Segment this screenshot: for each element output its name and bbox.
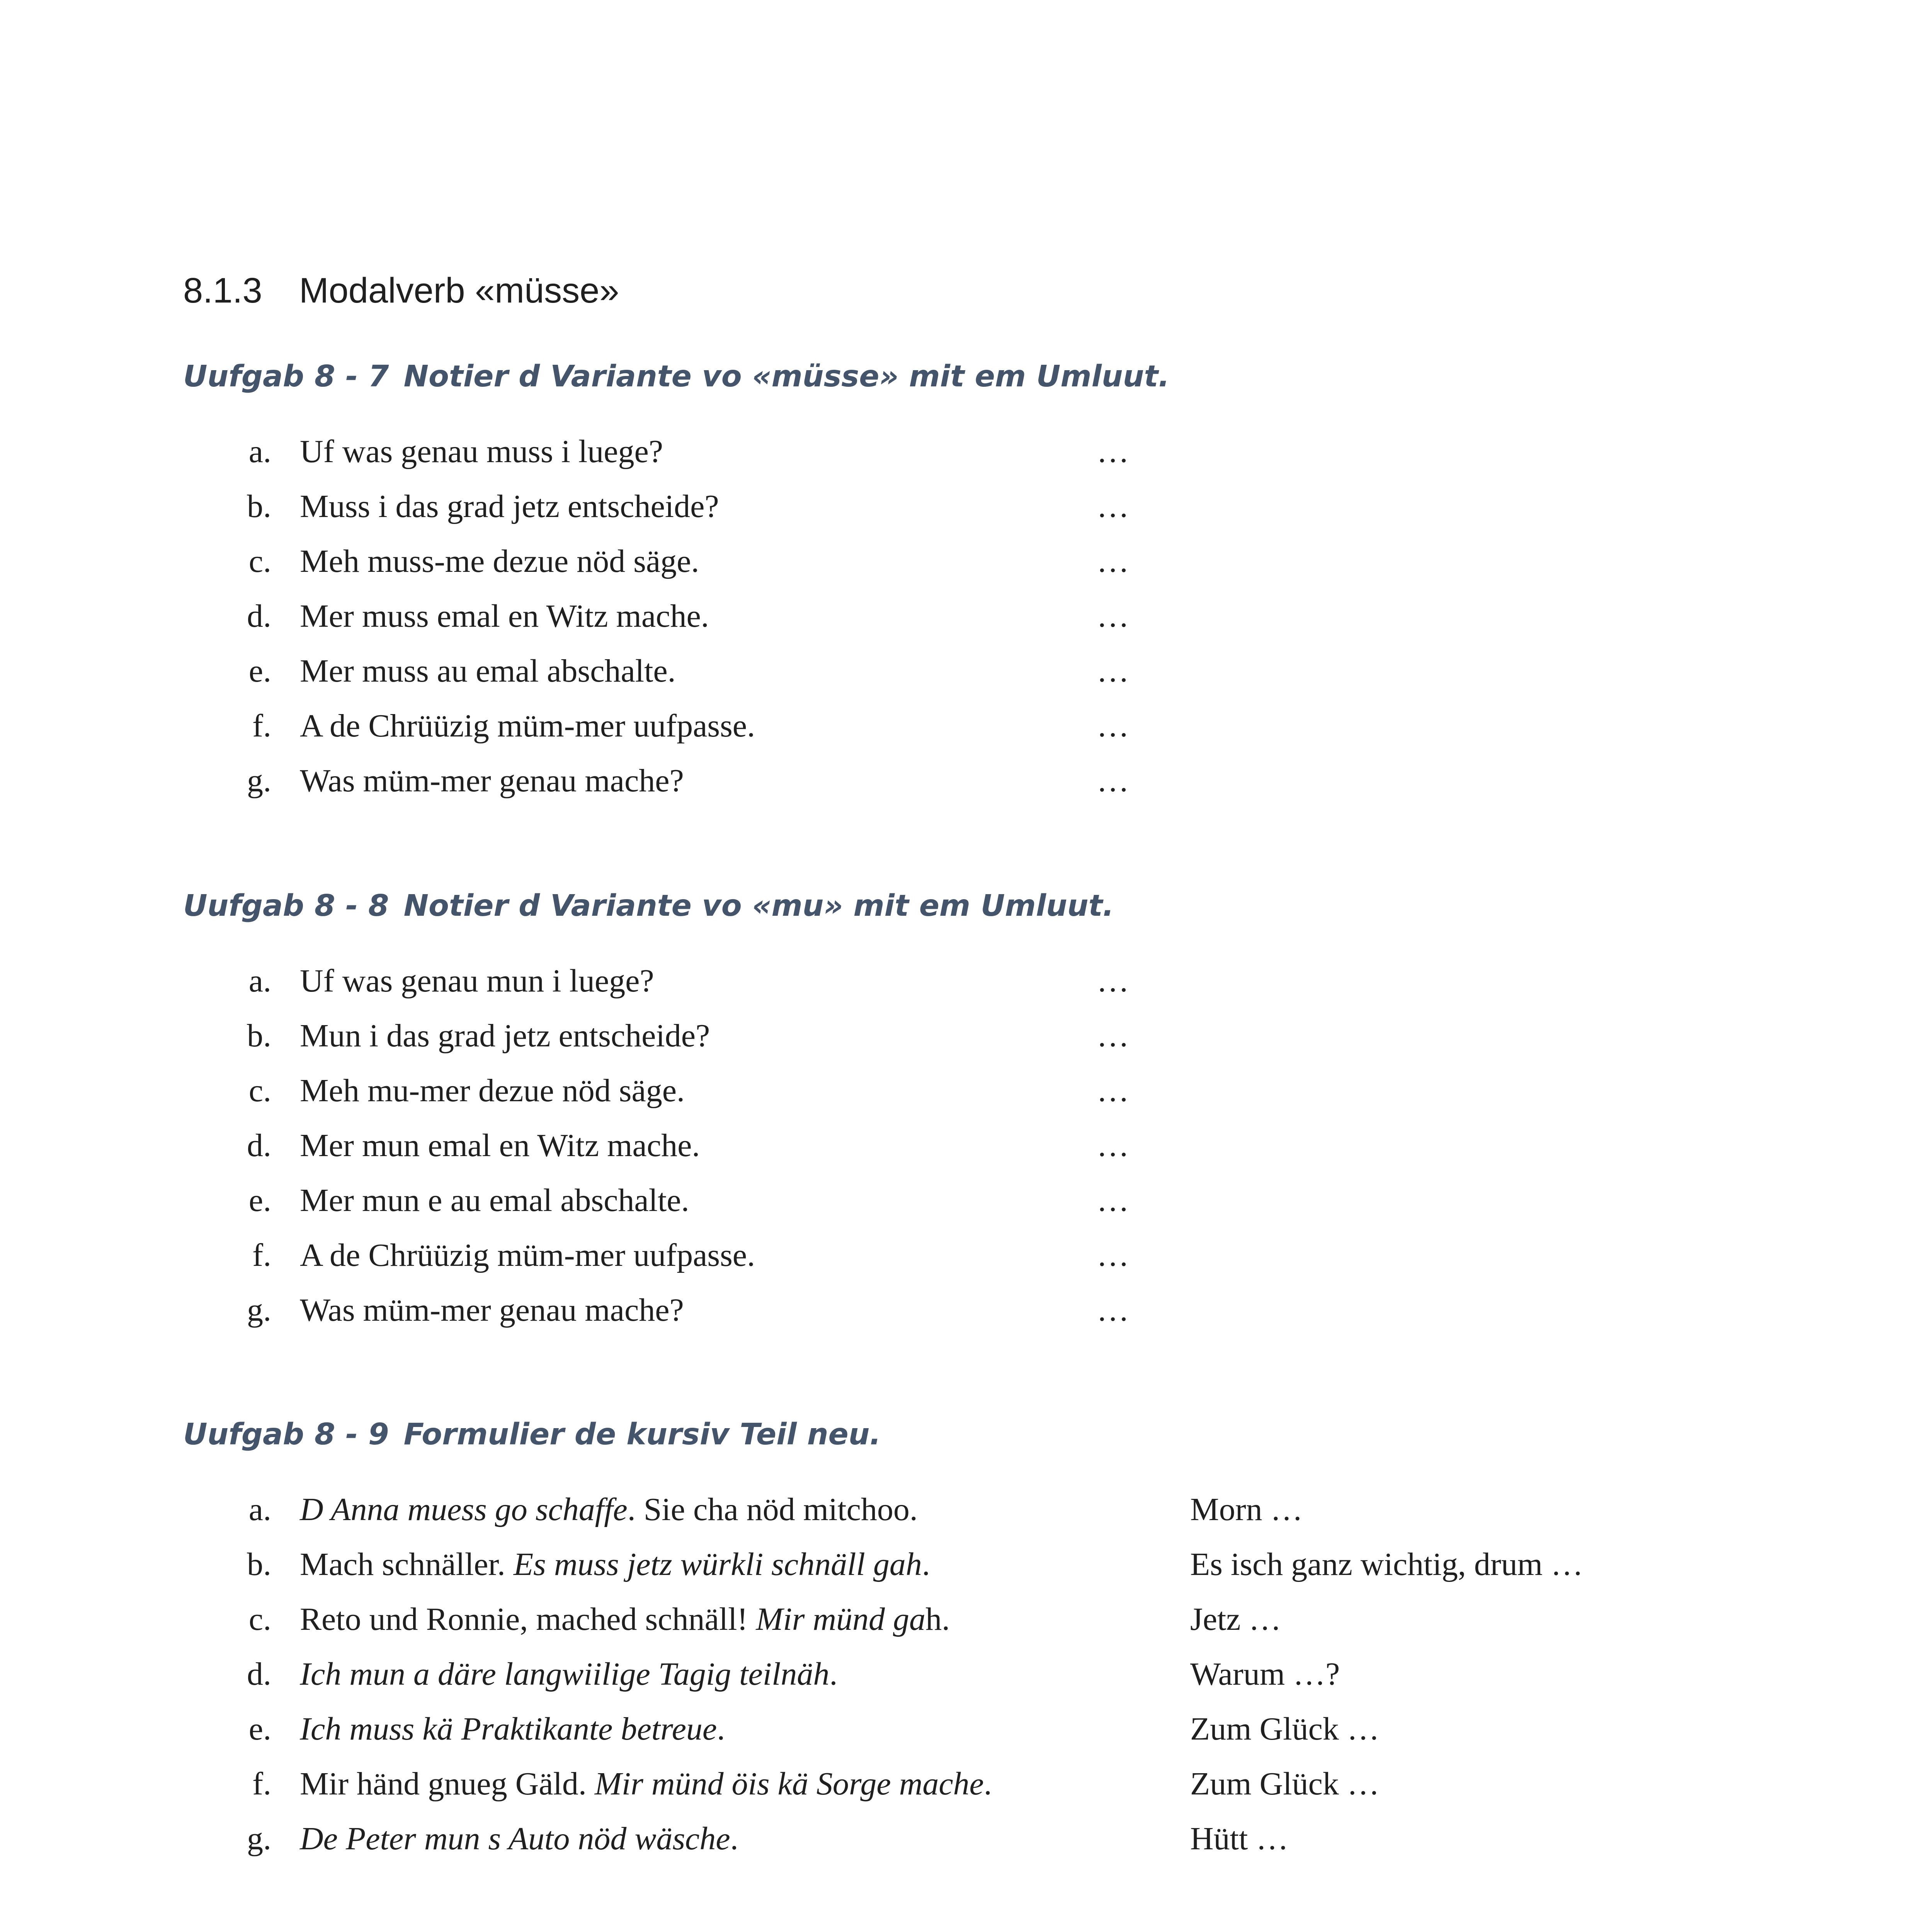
item-sentence: Mer mun e au emal abschalte. (300, 1182, 689, 1218)
plain-part: . (829, 1656, 838, 1692)
item-letter: g. (247, 763, 271, 799)
answer-placeholder: … (1097, 1292, 1129, 1328)
section-title: Modalverb «müsse» (299, 271, 619, 310)
item-sentence: Mer muss au emal abschalte. (300, 653, 676, 689)
plain-part: Mir händ gnueg Gäld. (300, 1766, 595, 1802)
item-sentence (300, 1546, 930, 1583)
item-sentence (300, 1655, 837, 1693)
plain-part: h. (925, 1601, 950, 1637)
italic-part: De Peter mun s Auto nöd wäsche (300, 1821, 730, 1857)
answer-placeholder: … (1097, 598, 1129, 634)
item-letter: f. (252, 1237, 271, 1273)
item-letter: e. (248, 1711, 271, 1747)
italic-part: D Anna muess go schaffe (300, 1492, 628, 1527)
answer-placeholder: … (1097, 763, 1129, 799)
italic-part: Mir münd öis kä Sorge mache (594, 1766, 984, 1802)
item-letter: f. (252, 708, 271, 744)
answer-placeholder: … (1097, 543, 1129, 579)
task-7-heading (183, 359, 1170, 394)
item-sentence: Mer mun emal en Witz mache. (300, 1128, 700, 1163)
item-letter: e. (248, 653, 271, 689)
plain-part: . (922, 1546, 930, 1582)
plain-part: . Sie cha nöd mitchoo. (627, 1492, 918, 1527)
answer-placeholder: … (1097, 708, 1129, 744)
item-letter: a. (248, 1492, 271, 1527)
item-letter: a. (248, 434, 271, 469)
answer-placeholder: … (1097, 1182, 1129, 1218)
item-sentence (300, 1491, 918, 1528)
item-letter: g. (247, 1821, 271, 1857)
item-sentence: A de Chrüüzig müm-mer uufpasse. (300, 1237, 755, 1273)
plain-part: . (730, 1821, 738, 1857)
item-letter: d. (247, 1656, 271, 1692)
item-letter: d. (247, 598, 271, 634)
item-letter: b. (247, 488, 271, 524)
answer-placeholder: … (1097, 1073, 1129, 1109)
item-letter: c. (248, 1601, 271, 1637)
answer-prompt: Warum …? (1190, 1656, 1340, 1692)
italic-part: Es muss jetz würkli schnäll gah (513, 1546, 922, 1582)
item-letter: a. (248, 963, 271, 999)
item-sentence (300, 1710, 725, 1748)
section-heading (183, 270, 619, 311)
italic-part: Ich muss kä Praktikante betreue (300, 1711, 717, 1747)
item-sentence: Mer muss emal en Witz mache. (300, 598, 709, 634)
task-7-label: Uufgab 8 - 7 (183, 359, 389, 394)
plain-part: Mach schnäller. (300, 1546, 514, 1582)
answer-prompt: Hütt … (1190, 1821, 1289, 1857)
item-sentence: Uf was genau muss i luege? (300, 434, 663, 469)
answer-placeholder: … (1097, 1018, 1129, 1054)
item-sentence: Was müm-mer genau mache? (300, 763, 684, 799)
item-sentence: Meh muss-me dezue nöd säge. (300, 543, 699, 579)
item-letter: e. (248, 1182, 271, 1218)
task-8-label: Uufgab 8 - 8 (183, 889, 389, 923)
section-number: 8.1.3 (183, 271, 262, 310)
task-8-instruction: Notier d Variante vo «mu» mit em Umluut. (403, 889, 1114, 923)
answer-placeholder: … (1097, 434, 1129, 469)
task-8-heading (183, 889, 1114, 923)
item-letter: b. (247, 1546, 271, 1582)
item-letter: g. (247, 1292, 271, 1328)
answer-placeholder: … (1097, 963, 1129, 999)
task-9-instruction: Formulier de kursiv Teil neu. (403, 1417, 881, 1452)
item-sentence (300, 1820, 738, 1857)
answer-prompt: Zum Glück … (1190, 1766, 1379, 1802)
item-sentence: Mun i das grad jetz entscheide? (300, 1018, 710, 1054)
item-letter: f. (252, 1766, 271, 1802)
item-sentence: Muss i das grad jetz entscheide? (300, 488, 719, 524)
plain-part: . (983, 1766, 992, 1802)
answer-placeholder: … (1097, 1128, 1129, 1163)
answer-placeholder: … (1097, 1237, 1129, 1273)
italic-part: Ich mun a däre langwiilige Tagig teilnäh (300, 1656, 830, 1692)
item-sentence: A de Chrüüzig müm-mer uufpasse. (300, 708, 755, 744)
item-sentence: Uf was genau mun i luege? (300, 963, 654, 999)
plain-part: . (717, 1711, 725, 1747)
task-9-label: Uufgab 8 - 9 (183, 1417, 389, 1452)
item-letter: b. (247, 1018, 271, 1054)
item-sentence (300, 1765, 992, 1803)
item-letter: d. (247, 1128, 271, 1163)
task-9-heading (183, 1417, 881, 1452)
answer-prompt: Zum Glück … (1190, 1711, 1379, 1747)
item-sentence (300, 1600, 950, 1638)
item-sentence: Was müm-mer genau mache? (300, 1292, 684, 1328)
italic-part: Mir münd ga (756, 1601, 926, 1637)
answer-placeholder: … (1097, 488, 1129, 524)
answer-prompt: Es isch ganz wichtig, drum … (1190, 1546, 1584, 1582)
plain-part: Reto und Ronnie, mached schnäll! (300, 1601, 756, 1637)
task-7-instruction: Notier d Variante vo «müsse» mit em Umluut. (403, 359, 1170, 394)
item-letter: c. (248, 1073, 271, 1109)
answer-prompt: Morn … (1190, 1492, 1303, 1527)
answer-placeholder: … (1097, 653, 1129, 689)
item-letter: c. (248, 543, 271, 579)
item-sentence: Meh mu-mer dezue nöd säge. (300, 1073, 685, 1109)
answer-prompt: Jetz … (1190, 1601, 1281, 1637)
